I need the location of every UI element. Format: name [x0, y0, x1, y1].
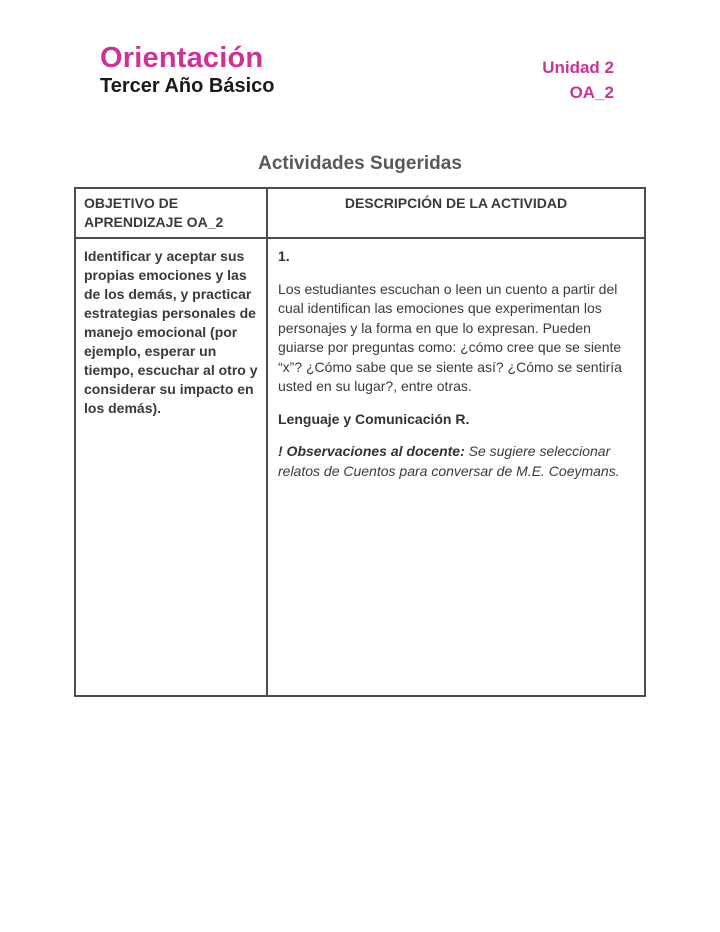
- section-title: Actividades Sugeridas: [258, 153, 462, 174]
- header-right-block: [542, 55, 614, 105]
- document-header: [0, 0, 720, 105]
- activity-number: 1.: [278, 248, 290, 264]
- activities-table: [74, 187, 646, 697]
- teacher-note: [278, 442, 634, 481]
- activity-subject: Lenguaje y Comunicación R.: [278, 410, 470, 427]
- unit-label: Unidad 2: [542, 58, 614, 77]
- objective-cell: Identificar y aceptar sus propias emociones y las de los demás, y practicar estrategias personales de manejo emocional (por ejemplo, esperar un tiempo, escuchar al otro y considerar su impacto en los demás).: [75, 238, 267, 696]
- column-header-objective: OBJETIVO DE APRENDIZAJE OA_2: [75, 188, 267, 238]
- table-row: [75, 238, 645, 696]
- grade-subtitle: Tercer Año Básico: [100, 75, 275, 97]
- column-header-description: DESCRIPCIÓN DE LA ACTIVIDAD: [267, 188, 645, 238]
- teacher-note-label: ! Observaciones al docente:: [278, 443, 465, 459]
- course-title: Orientación: [100, 42, 264, 74]
- table-header-row: [75, 188, 645, 238]
- header-left-block: [100, 42, 275, 98]
- activity-cell: [267, 238, 645, 696]
- teacher-note-text: Se sugiere seleccionar relatos de Cuentos para conversar de M.E. Coeymans.: [278, 443, 620, 479]
- activity-description: Los estudiantes escuchan o leen un cuento a partir del cual identifican las emociones que experimentan los personajes y la forma en que lo expresan. Pueden guiarse por preguntas como: ¿cómo cree que se siente “x”? ¿Cómo sabe que se siente así? ¿Cómo se sentiría usted en su lugar?, entre otras.: [278, 280, 622, 394]
- oa-label: OA_2: [569, 83, 614, 102]
